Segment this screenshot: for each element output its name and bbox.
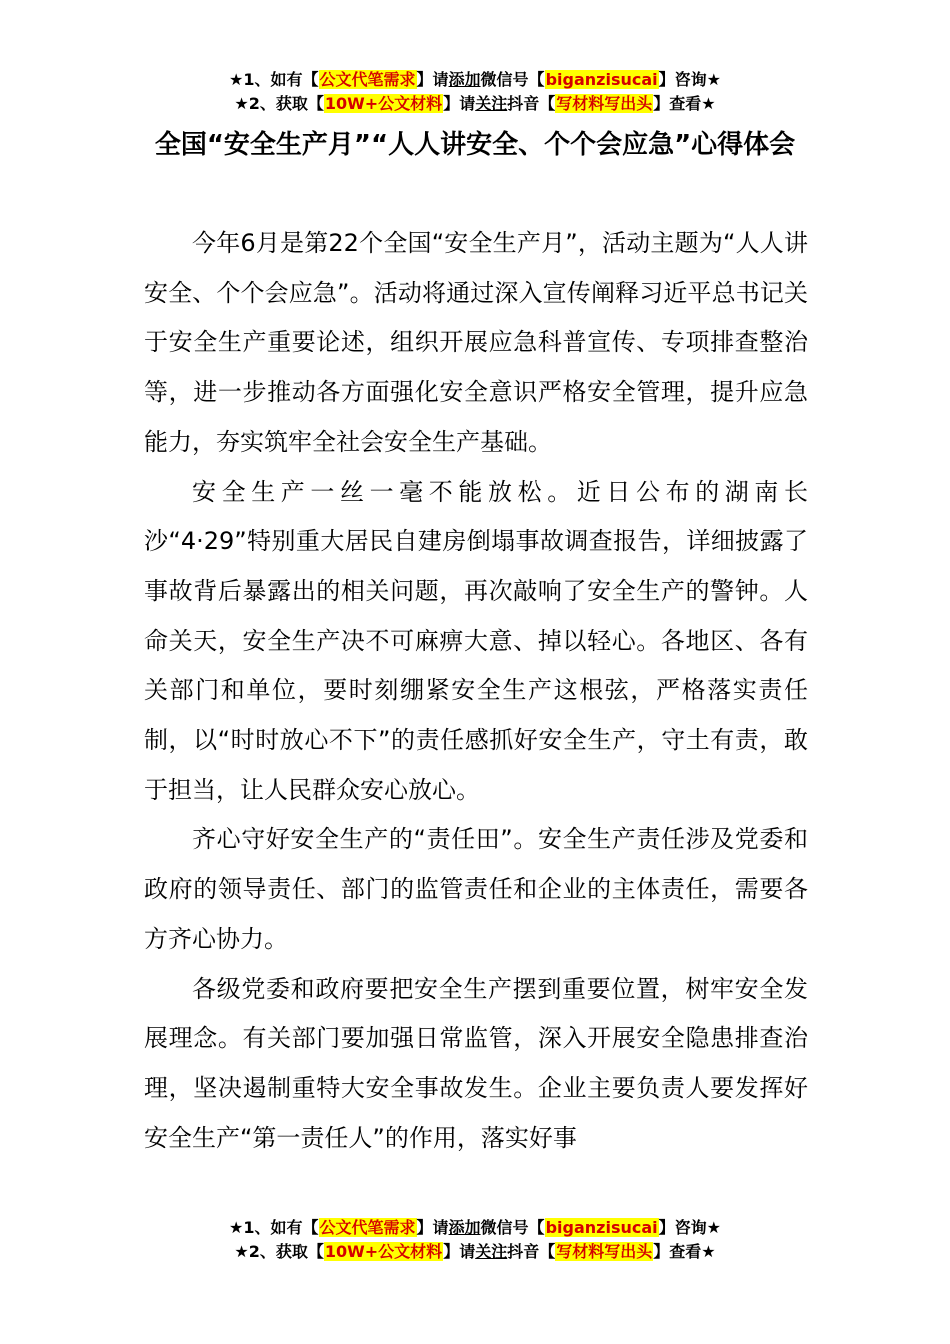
banner-underlined: 关注 bbox=[475, 94, 508, 113]
banner-line-2 bbox=[0, 92, 950, 116]
banner-underlined: 添加 bbox=[448, 70, 481, 89]
banner-text: ★1、如有【 bbox=[229, 1218, 319, 1237]
banner-text: 微信号【 bbox=[480, 1218, 545, 1237]
banner-text: ★2、获取【 bbox=[234, 1242, 324, 1261]
banner-highlight: biganzisucai bbox=[545, 70, 658, 89]
banner-underlined: 添加 bbox=[448, 1218, 481, 1237]
banner-text: 】请 bbox=[443, 1242, 476, 1261]
document-body bbox=[144, 219, 808, 1163]
banner-text: 】查看★ bbox=[653, 1242, 716, 1261]
banner-line-2 bbox=[0, 1240, 950, 1264]
banner-text: 】请 bbox=[416, 70, 449, 89]
document-title: 全国“安全生产月”“人人讲安全、个个会应急”心得体会 bbox=[154, 130, 796, 160]
paragraph: 齐心守好安全生产的“责任田”。安全生产责任涉及党委和政府的领导责任、部门的监管责任和企业的主体责任，需要各方齐心协力。 bbox=[144, 825, 808, 953]
banner-text: 】请 bbox=[443, 94, 476, 113]
footer-banner bbox=[0, 1216, 950, 1264]
banner-text: 抖音【 bbox=[507, 1242, 556, 1261]
banner-highlight: 10W+公文材料 bbox=[324, 1242, 443, 1261]
banner-line-1 bbox=[0, 1216, 950, 1240]
paragraph: 安全生产一丝一毫不能放松。近日公布的湖南长沙“4·29”特别重大居民自建房倒塌事故调查报告，详细披露了事故背后暴露出的相关问题，再次敲响了安全生产的警钟。人命关天，安全生产决不可麻痹大意、掉以轻心。各地区、各有关部门和单位，要时刻绷紧安全生产这根弦，严格落实责任制，以“时时放心不下”的责任感抓好安全生产，守土有责，敢于担当，让人民群众安心放心。 bbox=[144, 477, 808, 804]
banner-highlight: biganzisucai bbox=[545, 1218, 658, 1237]
banner-text: ★1、如有【 bbox=[229, 70, 319, 89]
banner-highlight: 10W+公文材料 bbox=[324, 94, 443, 113]
banner-underlined: 关注 bbox=[475, 1242, 508, 1261]
banner-text: 】查看★ bbox=[653, 94, 716, 113]
banner-highlight: 公文代笔需求 bbox=[319, 1218, 416, 1237]
banner-text: 抖音【 bbox=[507, 94, 556, 113]
banner-text: 】请 bbox=[416, 1218, 449, 1237]
paragraph: 各级党委和政府要把安全生产摆到重要位置，树牢安全发展理念。有关部门要加强日常监管，深入开展安全隐患排查治理，坚决遏制重特大安全事故发生。企业主要负责人要发挥好安全生产“第一责任人”的作用，落实好事 bbox=[144, 974, 808, 1152]
header-banner bbox=[0, 68, 950, 116]
banner-line-1 bbox=[0, 68, 950, 92]
banner-highlight: 写材料写出头 bbox=[556, 1242, 653, 1261]
banner-text: 微信号【 bbox=[480, 70, 545, 89]
banner-highlight: 写材料写出头 bbox=[556, 94, 653, 113]
banner-text: ★2、获取【 bbox=[234, 94, 324, 113]
banner-text: 】咨询★ bbox=[658, 1218, 721, 1237]
paragraph: 今年6月是第22个全国“安全生产月”，活动主题为“人人讲安全、个个会应急”。活动将通过深入宣传阐释习近平总书记关于安全生产重要论述，组织开展应急科普宣传、专项排查整治等，进一步推动各方面强化安全意识严格安全管理，提升应急能力，夯实筑牢全社会安全生产基础。 bbox=[144, 229, 808, 456]
banner-text: 】咨询★ bbox=[658, 70, 721, 89]
banner-highlight: 公文代笔需求 bbox=[319, 70, 416, 89]
